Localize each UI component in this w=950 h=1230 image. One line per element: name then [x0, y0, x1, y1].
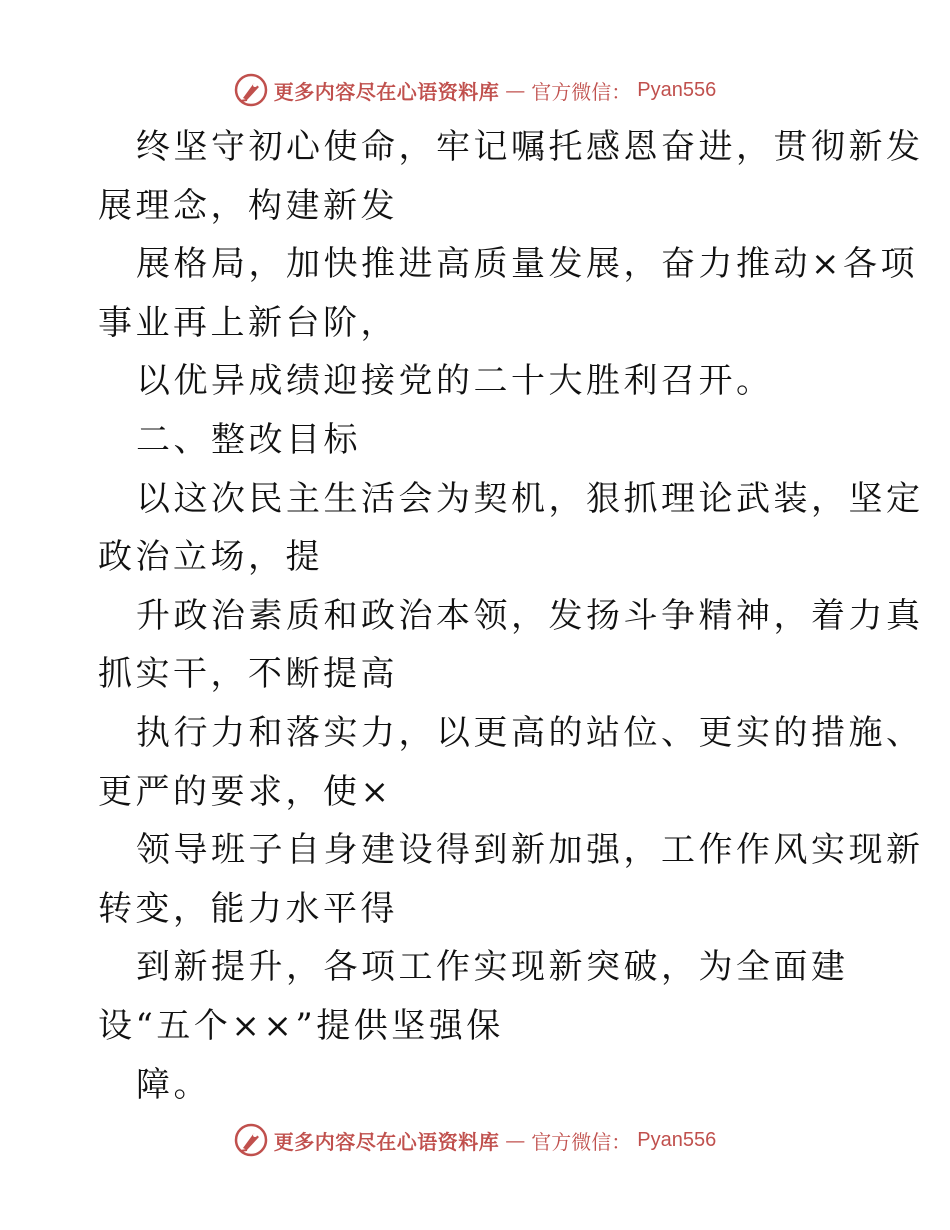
text-line: 以这次民主生活会为契机，狠抓理论武装，坚定 — [136, 478, 924, 519]
pen-nib-logo-icon — [234, 1123, 268, 1157]
footer-watermark — [0, 1120, 950, 1160]
text-line: 设“五个××”提供坚强保 — [98, 1005, 504, 1046]
text-line: 执行力和落实力，以更高的站位、更实的措施、 — [136, 712, 924, 753]
text-line: 更严的要求，使× — [98, 771, 393, 812]
text-line: 事业再上新台阶， — [98, 302, 398, 343]
watermark-main-text: 更多内容尽在心语资料库 — [273, 1129, 500, 1154]
text-line: 转变，能力水平得 — [98, 888, 398, 929]
watermark-main-text: 更多内容尽在心语资料库 — [273, 79, 500, 104]
watermark-wechat-id: Pyan556 — [637, 78, 717, 101]
text-line: 抓实干，不断提高 — [98, 654, 398, 695]
text-line: 政治立场，提 — [98, 537, 323, 578]
text-line: 以优异成绩迎接党的二十大胜利召开。 — [136, 361, 774, 402]
watermark-dash: — — [505, 1128, 526, 1152]
document-body — [98, 118, 924, 1114]
watermark-wechat-id: Pyan556 — [637, 1128, 717, 1151]
text-line: 升政治素质和政治本领，发扬斗争精神，着力真 — [136, 595, 924, 636]
text-line: 二、整改目标 — [136, 419, 361, 460]
watermark-dash: — — [505, 78, 526, 102]
text-line: 终坚守初心使命，牢记嘱托感恩奋进，贯彻新发 — [136, 127, 924, 167]
text-line: 领导班子自身建设得到新加强，工作作风实现新 — [136, 830, 924, 871]
text-line: 到新提升，各项工作实现新突破，为全面建 — [136, 947, 849, 988]
header-watermark — [0, 70, 950, 110]
pen-nib-logo-icon — [234, 73, 268, 107]
text-line: 展理念，构建新发 — [98, 185, 398, 226]
text-line: 展格局，加快推进高质量发展，奋力推动×各项 — [136, 244, 918, 285]
text-line: 障。 — [136, 1064, 211, 1105]
watermark-sub-text: 官方微信： — [531, 79, 632, 104]
watermark-sub-text: 官方微信： — [531, 1129, 632, 1154]
